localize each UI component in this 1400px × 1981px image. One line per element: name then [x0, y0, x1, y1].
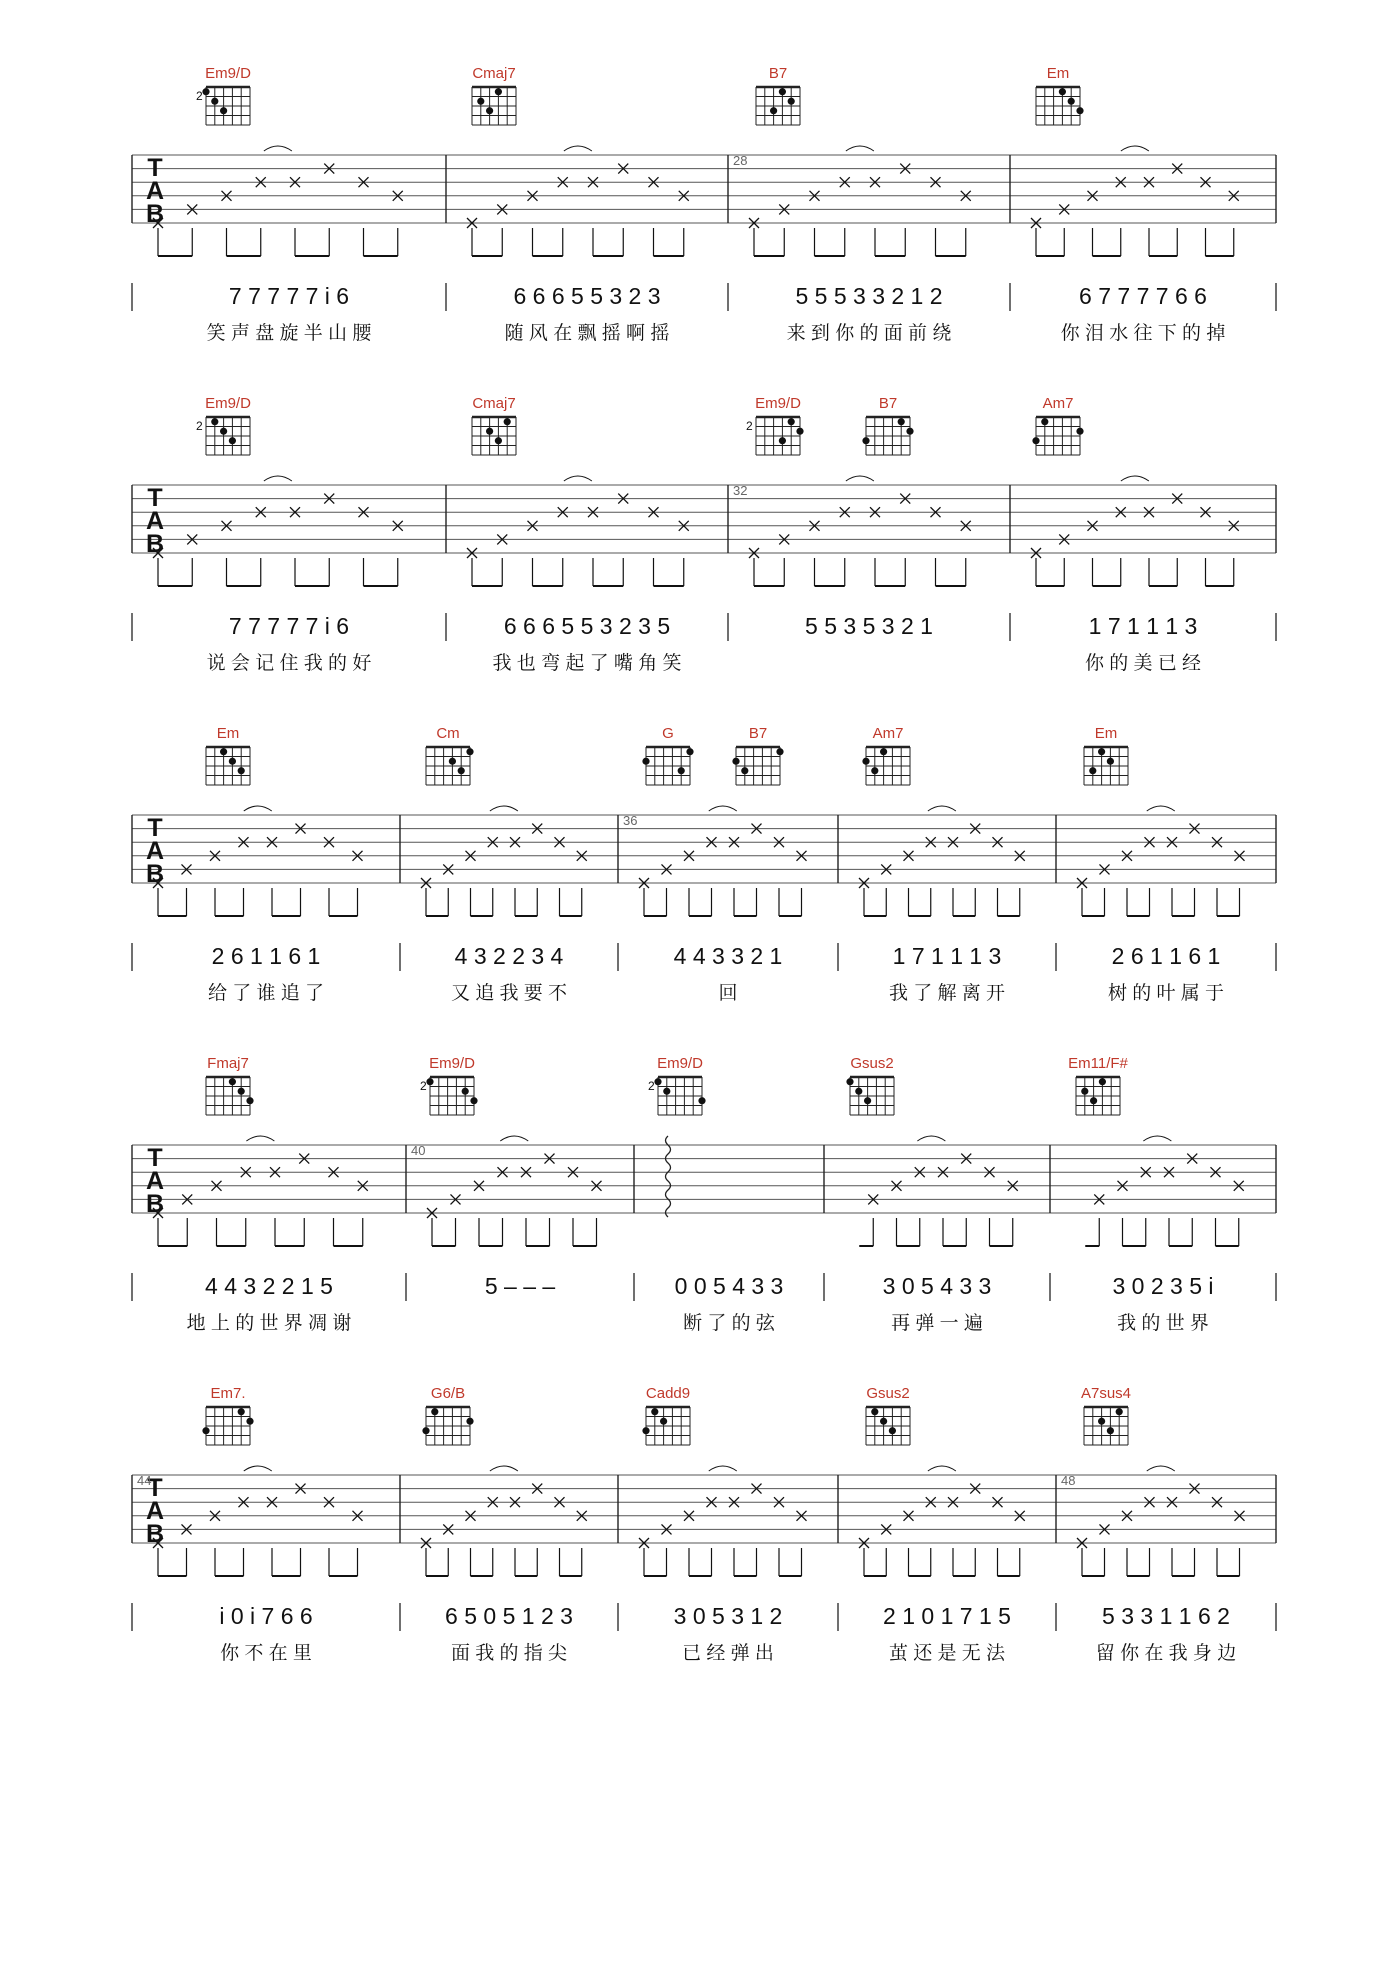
- lyric-line: 地 上 的 世 界 凋 谢: [186, 1313, 352, 1334]
- jianpu-notation: 2 6 1 1 6 1: [211, 943, 321, 969]
- tab-clef-letter: A: [145, 177, 165, 205]
- chord-fret-number: 2: [648, 1079, 655, 1093]
- jianpu-notation: 5 5 3 5 3 2 1: [805, 613, 933, 639]
- jianpu-notation: 1 7 1 1 1 3: [1088, 613, 1198, 639]
- jianpu-notation: 6 6 6 5 5 3 2 3 5: [503, 613, 671, 639]
- chord-fret-number: 2: [746, 419, 753, 433]
- lyric-line: 随 风 在 飘 摇 啊 摇: [504, 323, 670, 344]
- chord-name: G6/B: [430, 1385, 466, 1402]
- lyric-line: 回: [718, 983, 738, 1004]
- chord-name: Cmaj7: [472, 395, 516, 412]
- chord-name: Gsus2: [866, 1385, 910, 1402]
- jianpu-notation: 4 4 3 3 2 1: [673, 943, 783, 969]
- jianpu-notation: 7 7 7 7 7 i 6: [228, 283, 350, 309]
- chord-name: Em9/D: [657, 1055, 703, 1072]
- tab-clef-letter: A: [145, 1497, 165, 1525]
- measure-number: 48: [1061, 1473, 1076, 1488]
- chord-fret-number: 2: [196, 89, 203, 103]
- tab-clef-label: [143, 154, 167, 228]
- lyric-line: 你 的 美 已 经: [1084, 653, 1202, 674]
- tab-clef-letter: B: [145, 1520, 165, 1548]
- chord-name: G: [662, 725, 674, 742]
- chord-name: Cmaj7: [472, 65, 516, 82]
- jianpu-notation: 1 7 1 1 1 3: [892, 943, 1002, 969]
- chord-name: B7: [768, 65, 788, 82]
- jianpu-notation: 3 0 5 3 1 2: [673, 1603, 783, 1629]
- chord-name: Em9/D: [205, 65, 251, 82]
- tab-clef-label: [143, 814, 167, 888]
- jianpu-notation: 5 – – –: [484, 1273, 556, 1299]
- chord-name: Cadd9: [645, 1385, 691, 1402]
- chord-name: Em: [1094, 725, 1118, 742]
- chord-fret-number: 2: [196, 419, 203, 433]
- measure-number: 44: [137, 1473, 152, 1488]
- lyric-line: 你 不 在 里: [220, 1643, 312, 1664]
- chord-name: B7: [748, 725, 768, 742]
- jianpu-notation: 5 5 5 3 3 2 1 2: [795, 283, 943, 309]
- lyric-line: 来 到 你 的 面 前 绕: [786, 323, 952, 344]
- lyric-line: 我 的 世 界: [1117, 1313, 1209, 1334]
- tab-clef-letter: A: [145, 1167, 165, 1195]
- measure-number: 40: [411, 1143, 426, 1158]
- jianpu-notation: 6 6 6 5 5 3 2 3: [513, 283, 661, 309]
- lyric-line: 我 也 弯 起 了 嘴 角 笑: [492, 653, 682, 674]
- chord-name: Em9/D: [429, 1055, 475, 1072]
- chord-name: Am7: [1042, 395, 1074, 412]
- chord-name: Em7.: [210, 1385, 246, 1402]
- lyric-line: 说 会 记 住 我 的 好: [206, 653, 372, 674]
- lyric-line: 已 经 弹 出: [682, 1643, 774, 1664]
- lyric-line: 再 弹 一 遍: [891, 1313, 983, 1334]
- chord-name: Fmaj7: [207, 1055, 249, 1072]
- lyric-line: 茧 还 是 无 法: [888, 1643, 1006, 1664]
- lyric-line: 又 追 我 要 不: [450, 983, 568, 1004]
- jianpu-notation: 2 6 1 1 6 1: [1111, 943, 1221, 969]
- chord-fret-number: 2: [420, 1079, 427, 1093]
- tab-clef-letter: T: [147, 1144, 163, 1172]
- jianpu-notation: i 0 i 7 6 6: [219, 1603, 313, 1629]
- tab-clef-letter: A: [145, 837, 165, 865]
- jianpu-notation: 4 4 3 2 2 1 5: [205, 1273, 333, 1299]
- chord-name: B7: [878, 395, 898, 412]
- chord-name: Cm: [436, 725, 460, 742]
- jianpu-notation: 4 3 2 2 3 4: [454, 943, 564, 969]
- lyric-line: 面 我 的 指 尖: [450, 1643, 568, 1664]
- tab-clef-label: [143, 1144, 167, 1218]
- tab-clef-letter: B: [145, 1190, 165, 1218]
- jianpu-notation: 3 0 2 3 5 i: [1112, 1273, 1214, 1299]
- tab-clef-label: [143, 484, 167, 558]
- jianpu-notation: 7 7 7 7 7 i 6: [228, 613, 350, 639]
- chord-name: Am7: [872, 725, 904, 742]
- jianpu-notation: 0 0 5 4 3 3: [674, 1273, 784, 1299]
- jianpu-notation: 6 5 0 5 1 2 3: [445, 1603, 573, 1629]
- chord-name: Em9/D: [755, 395, 801, 412]
- lyric-line: 给 了 谁 追 了: [207, 983, 325, 1004]
- chord-name: A7sus4: [1080, 1385, 1132, 1402]
- jianpu-notation: 5 3 3 1 1 6 2: [1102, 1603, 1230, 1629]
- lyric-line: 留 你 在 我 身 边: [1095, 1643, 1237, 1664]
- lyric-line: 断 了 的 弦: [683, 1313, 775, 1334]
- tab-clef-letter: B: [145, 200, 165, 228]
- chord-name: Gsus2: [850, 1055, 894, 1072]
- tab-clef-letter: T: [147, 1474, 163, 1502]
- chord-name: Em: [216, 725, 240, 742]
- measure-number: 32: [733, 483, 748, 498]
- chord-name: Em: [1046, 65, 1070, 82]
- measure-number: 28: [733, 153, 748, 168]
- tab-clef-letter: T: [147, 154, 163, 182]
- tab-clef-letter: B: [145, 530, 165, 558]
- lyric-line: 你 泪 水 往 下 的 掉: [1060, 323, 1226, 344]
- jianpu-notation: 3 0 5 4 3 3: [882, 1273, 992, 1299]
- chord-name: Em11/F#: [1068, 1055, 1128, 1072]
- jianpu-notation: 2 1 0 1 7 1 5: [883, 1603, 1011, 1629]
- tab-clef-letter: T: [147, 484, 163, 512]
- measure-number: 36: [623, 813, 638, 828]
- jianpu-notation: 6 7 7 7 7 6 6: [1079, 283, 1207, 309]
- chord-name: Em9/D: [205, 395, 251, 412]
- tab-clef-letter: A: [145, 507, 165, 535]
- tab-clef-letter: B: [145, 860, 165, 888]
- lyric-line: 树 的 叶 属 于: [1107, 983, 1225, 1004]
- tab-clef-letter: T: [147, 814, 163, 842]
- lyric-line: 笑 声 盘 旋 半 山 腰: [206, 323, 372, 344]
- lyric-line: 我 了 解 离 开: [888, 983, 1006, 1004]
